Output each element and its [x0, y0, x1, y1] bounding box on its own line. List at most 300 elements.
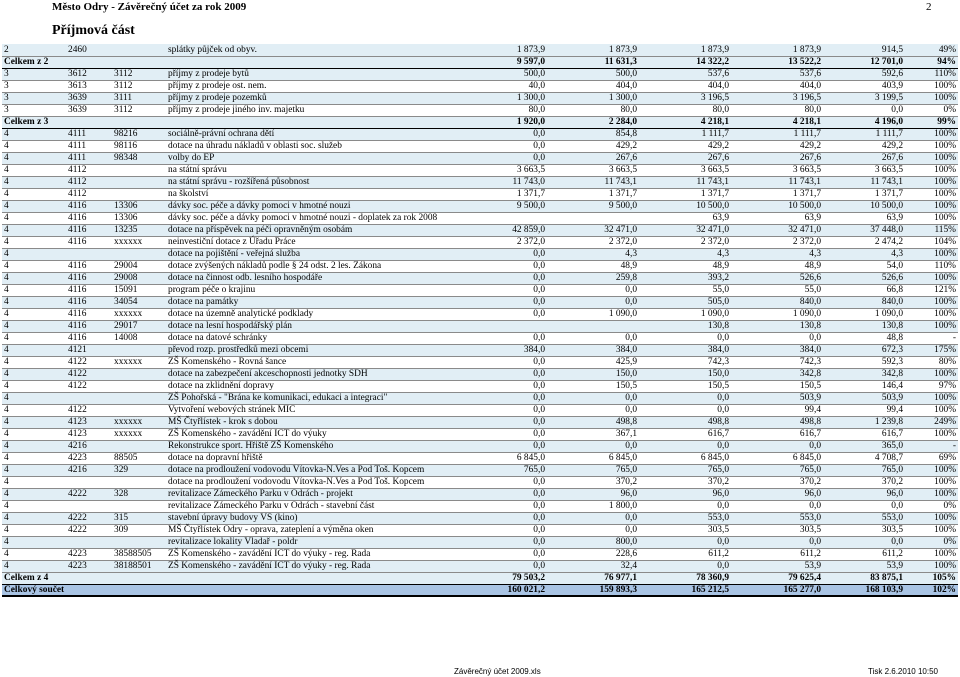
cell-col-paragraph: 4223	[66, 548, 112, 560]
cell-col-value-2: 2 372,0	[547, 236, 639, 248]
cell-col-value-2: 498,8	[547, 416, 639, 428]
cell-col-class: 4	[2, 272, 66, 284]
cell-col-uz: 3112	[112, 80, 166, 92]
cell-col-paragraph: 4123	[66, 428, 112, 440]
cell-col-value-2: 0,0	[547, 512, 639, 524]
cell-col-value-4: 840,0	[731, 296, 823, 308]
cell-col-class: 4	[2, 404, 66, 416]
cell-col-value-2: 159 893,3	[547, 584, 639, 596]
cell-col-class: 4	[2, 260, 66, 272]
grand-total-row	[2, 584, 958, 596]
table-row	[2, 248, 958, 260]
cell-col-value-2: 48,9	[547, 260, 639, 272]
subtotal-row	[2, 116, 958, 128]
subtotal-row	[2, 572, 958, 584]
cell-col-value-3: 14 322,2	[639, 56, 731, 68]
cell-col-value-3: 0,0	[639, 404, 731, 416]
cell-col-percent: 100%	[905, 404, 958, 416]
cell-col-value-4: 384,0	[731, 344, 823, 356]
cell-col-paragraph	[66, 500, 112, 512]
cell-col-value-5: 4,3	[823, 248, 905, 260]
cell-col-description: na státní správu	[166, 164, 466, 176]
cell-col-percent: 102%	[905, 584, 958, 596]
cell-col-value-2: 800,0	[547, 536, 639, 548]
cell-col-percent: 100%	[905, 488, 958, 500]
cell-col-paragraph: 4116	[66, 236, 112, 248]
cell-col-class: 4	[2, 236, 66, 248]
cell-col-value-2: 267,6	[547, 152, 639, 164]
cell-col-value-1: 0,0	[466, 404, 547, 416]
cell-col-percent: 100%	[905, 308, 958, 320]
cell-col-value-4: 0,0	[731, 500, 823, 512]
cell-col-uz: 13306	[112, 200, 166, 212]
cell-col-description: na státní správu - rozšířená působnost	[166, 176, 466, 188]
cell-col-value-4: 165 277,0	[731, 584, 823, 596]
table-row	[2, 416, 958, 428]
cell-col-class: 4	[2, 224, 66, 236]
cell-col-paragraph: 4111	[66, 152, 112, 164]
document-header-title: Město Odry - Závěrečný účet za rok 2009	[52, 1, 247, 13]
cell-col-paragraph: 4122	[66, 368, 112, 380]
cell-col-paragraph: 4116	[66, 212, 112, 224]
cell-col-description: ZŠ Komenského - zavádění ICT do výuky	[166, 428, 466, 440]
table-row	[2, 176, 958, 188]
cell-col-uz: 309	[112, 524, 166, 536]
cell-col-paragraph: 3639	[66, 92, 112, 104]
cell-col-value-1: 0,0	[466, 308, 547, 320]
cell-col-uz: 98216	[112, 128, 166, 140]
cell-col-percent: 100%	[905, 392, 958, 404]
cell-col-value-1: 1 371,7	[466, 188, 547, 200]
cell-col-value-5: 12 701,0	[823, 56, 905, 68]
table-row	[2, 296, 958, 308]
cell-col-class: 4	[2, 548, 66, 560]
cell-col-class: 4	[2, 248, 66, 260]
cell-col-value-3: 1 090,0	[639, 308, 731, 320]
cell-col-class: 4	[2, 452, 66, 464]
cell-col-description: Rekonstrukce sport. Hřiště ZŠ Komenského	[166, 440, 466, 452]
cell-col-paragraph: 4116	[66, 224, 112, 236]
table-row	[2, 464, 958, 476]
cell-col-value-2: 11 631,3	[547, 56, 639, 68]
table-row	[2, 428, 958, 440]
cell-col-value-1: 0,0	[466, 440, 547, 452]
cell-col-value-5: 4 708,7	[823, 452, 905, 464]
cell-col-percent: 100%	[905, 164, 958, 176]
cell-col-paragraph: 4116	[66, 308, 112, 320]
cell-col-description: neinvestiční dotace z Úřadu Práce	[166, 236, 466, 248]
cell-col-description: revitalizace Zámeckého Parku v Odrách - projekt	[166, 488, 466, 500]
cell-col-value-3: 3 196,5	[639, 92, 731, 104]
cell-col-paragraph	[66, 248, 112, 260]
cell-col-class: 4	[2, 524, 66, 536]
table-row	[2, 500, 958, 512]
cell-col-value-4: 526,6	[731, 272, 823, 284]
cell-col-class: Celkem z 4	[2, 572, 66, 584]
cell-col-value-2: 80,0	[547, 104, 639, 116]
cell-col-value-4: 150,5	[731, 380, 823, 392]
cell-col-value-3: 765,0	[639, 464, 731, 476]
cell-col-value-2: 0,0	[547, 296, 639, 308]
cell-col-paragraph	[66, 572, 112, 584]
cell-col-value-5: 10 500,0	[823, 200, 905, 212]
table-row	[2, 344, 958, 356]
cell-col-value-3: 150,5	[639, 380, 731, 392]
table-row	[2, 452, 958, 464]
cell-col-value-3: 0,0	[639, 500, 731, 512]
cell-col-value-5: 54,0	[823, 260, 905, 272]
cell-col-value-2: 76 977,1	[547, 572, 639, 584]
cell-col-description: MŠ Čtyřlístek - krok s dobou	[166, 416, 466, 428]
cell-col-value-4: 503,9	[731, 392, 823, 404]
cell-col-percent: 97%	[905, 380, 958, 392]
cell-col-class: 4	[2, 152, 66, 164]
cell-col-description: dotace na zabezpečení akceschopnosti jednotky SDH	[166, 368, 466, 380]
cell-col-description: dotace na územně analytické podklady	[166, 308, 466, 320]
cell-col-value-4: 370,2	[731, 476, 823, 488]
cell-col-paragraph	[66, 56, 112, 68]
cell-col-percent: 100%	[905, 200, 958, 212]
table-row	[2, 368, 958, 380]
cell-col-description	[166, 584, 466, 596]
cell-col-value-1: 3 663,5	[466, 164, 547, 176]
cell-col-uz: 13235	[112, 224, 166, 236]
cell-col-value-5: 303,5	[823, 524, 905, 536]
cell-col-value-1: 0,0	[466, 152, 547, 164]
table-row	[2, 212, 958, 224]
cell-col-value-3: 48,9	[639, 260, 731, 272]
cell-col-uz: 15091	[112, 284, 166, 296]
cell-col-description	[166, 56, 466, 68]
cell-col-class: 4	[2, 512, 66, 524]
cell-col-percent: 0%	[905, 500, 958, 512]
cell-col-value-1: 0,0	[466, 140, 547, 152]
cell-col-value-1: 9 597,0	[466, 56, 547, 68]
cell-col-value-2: 367,1	[547, 428, 639, 440]
cell-col-value-1: 0,0	[466, 512, 547, 524]
cell-col-value-4: 0,0	[731, 440, 823, 452]
cell-col-paragraph: 4116	[66, 200, 112, 212]
cell-col-paragraph: 4112	[66, 188, 112, 200]
cell-col-paragraph: 4116	[66, 284, 112, 296]
cell-col-class: 4	[2, 440, 66, 452]
cell-col-value-1: 0,0	[466, 476, 547, 488]
cell-col-class: 4	[2, 284, 66, 296]
cell-col-uz	[112, 368, 166, 380]
cell-col-uz	[112, 380, 166, 392]
table-row	[2, 128, 958, 140]
cell-col-uz: 29008	[112, 272, 166, 284]
table-row	[2, 236, 958, 248]
cell-col-uz: xxxxxx	[112, 236, 166, 248]
cell-col-class: 4	[2, 536, 66, 548]
cell-col-value-1: 160 021,2	[466, 584, 547, 596]
cell-col-value-4: 4 218,1	[731, 116, 823, 128]
cell-col-percent: 100%	[905, 320, 958, 332]
cell-col-value-2: 384,0	[547, 344, 639, 356]
cell-col-paragraph: 4122	[66, 404, 112, 416]
cell-col-value-4: 96,0	[731, 488, 823, 500]
cell-col-value-1: 384,0	[466, 344, 547, 356]
table-row	[2, 332, 958, 344]
cell-col-percent: 100%	[905, 176, 958, 188]
cell-col-class: 4	[2, 332, 66, 344]
cell-col-value-3: 404,0	[639, 80, 731, 92]
cell-col-value-5: 1 090,0	[823, 308, 905, 320]
cell-col-value-5: 403,9	[823, 80, 905, 92]
table-row	[2, 404, 958, 416]
cell-col-uz: xxxxxx	[112, 416, 166, 428]
table-row	[2, 524, 958, 536]
cell-col-value-4: 80,0	[731, 104, 823, 116]
cell-col-percent: 0%	[905, 104, 958, 116]
cell-col-value-5: 370,2	[823, 476, 905, 488]
cell-col-paragraph: 3613	[66, 80, 112, 92]
cell-col-description: dávky soc. péče a dávky pomoci v hmotné nouzi - doplatek za rok 2008	[166, 212, 466, 224]
cell-col-value-2: 0,0	[547, 440, 639, 452]
cell-col-value-5: 553,0	[823, 512, 905, 524]
cell-col-description	[166, 116, 466, 128]
cell-col-description: stavební úpravy budovy VS (kino)	[166, 512, 466, 524]
cell-col-uz: 328	[112, 488, 166, 500]
cell-col-value-2: 1 300,0	[547, 92, 639, 104]
table-row	[2, 260, 958, 272]
cell-col-description: ZŠ Komenského - Rovná šance	[166, 356, 466, 368]
cell-col-paragraph	[66, 116, 112, 128]
cell-col-value-4: 55,0	[731, 284, 823, 296]
cell-col-value-1: 0,0	[466, 536, 547, 548]
cell-col-value-1: 0,0	[466, 548, 547, 560]
cell-col-paragraph: 4116	[66, 332, 112, 344]
cell-col-value-3: 55,0	[639, 284, 731, 296]
cell-col-value-2: 370,2	[547, 476, 639, 488]
cell-col-percent: 100%	[905, 464, 958, 476]
cell-col-value-3: 165 212,5	[639, 584, 731, 596]
cell-col-class: 4	[2, 560, 66, 572]
cell-col-uz: 98348	[112, 152, 166, 164]
cell-col-uz	[112, 116, 166, 128]
cell-col-paragraph: 4116	[66, 320, 112, 332]
cell-col-percent: 100%	[905, 512, 958, 524]
cell-col-value-4: 11 743,1	[731, 176, 823, 188]
cell-col-value-2: 3 663,5	[547, 164, 639, 176]
cell-col-value-3: 78 360,9	[639, 572, 731, 584]
cell-col-description: volby do EP	[166, 152, 466, 164]
cell-col-value-2: 429,2	[547, 140, 639, 152]
cell-col-description: Vytvoření webových stránek MIC	[166, 404, 466, 416]
cell-col-value-2	[547, 320, 639, 332]
cell-col-description: převod rozp. prostředků mezi obcemi	[166, 344, 466, 356]
cell-col-value-5: 96,0	[823, 488, 905, 500]
cell-col-value-4: 130,8	[731, 320, 823, 332]
cell-col-value-4: 0,0	[731, 536, 823, 548]
cell-col-class: 4	[2, 428, 66, 440]
cell-col-class: Celkem z 3	[2, 116, 66, 128]
cell-col-value-1: 0,0	[466, 128, 547, 140]
cell-col-description: dotace na zklidnění dopravy	[166, 380, 466, 392]
cell-col-value-1: 40,0	[466, 80, 547, 92]
cell-col-uz: 329	[112, 464, 166, 476]
cell-col-uz: xxxxxx	[112, 308, 166, 320]
cell-col-value-3: 150,0	[639, 368, 731, 380]
cell-col-paragraph: 4111	[66, 128, 112, 140]
cell-col-value-5: 365,0	[823, 440, 905, 452]
cell-col-uz: 88505	[112, 452, 166, 464]
section-title: Příjmová část	[52, 23, 135, 38]
cell-col-paragraph: 4116	[66, 296, 112, 308]
cell-col-value-1: 0,0	[466, 380, 547, 392]
cell-col-uz: 3112	[112, 68, 166, 80]
cell-col-value-1: 0,0	[466, 524, 547, 536]
cell-col-value-1: 9 500,0	[466, 200, 547, 212]
cell-col-value-2: 150,0	[547, 368, 639, 380]
cell-col-percent: 80%	[905, 356, 958, 368]
cell-col-value-5: 83 875,1	[823, 572, 905, 584]
table-row	[2, 356, 958, 368]
table-row	[2, 272, 958, 284]
cell-col-value-3: 63,9	[639, 212, 731, 224]
cell-col-value-4: 6 845,0	[731, 452, 823, 464]
cell-col-value-3: 0,0	[639, 392, 731, 404]
cell-col-percent: 100%	[905, 128, 958, 140]
cell-col-paragraph: 3639	[66, 104, 112, 116]
cell-col-value-4: 3 663,5	[731, 164, 823, 176]
cell-col-value-4: 2 372,0	[731, 236, 823, 248]
cell-col-value-2: 9 500,0	[547, 200, 639, 212]
cell-col-value-3: 4,3	[639, 248, 731, 260]
cell-col-paragraph: 4123	[66, 416, 112, 428]
cell-col-class: 4	[2, 476, 66, 488]
cell-col-value-1: 11 743,0	[466, 176, 547, 188]
cell-col-paragraph: 2460	[66, 44, 112, 56]
table-row	[2, 92, 958, 104]
cell-col-value-2	[547, 212, 639, 224]
cell-col-value-3: 0,0	[639, 440, 731, 452]
cell-col-value-3: 505,0	[639, 296, 731, 308]
cell-col-value-1: 0,0	[466, 248, 547, 260]
cell-col-class: 4	[2, 488, 66, 500]
cell-col-value-2: 32 471,0	[547, 224, 639, 236]
cell-col-value-5: 11 743,1	[823, 176, 905, 188]
cell-col-class: 4	[2, 344, 66, 356]
cell-col-class: 4	[2, 356, 66, 368]
table-row	[2, 140, 958, 152]
cell-col-description: příjmy z prodeje jiného inv. majetku	[166, 104, 466, 116]
cell-col-class: 4	[2, 296, 66, 308]
cell-col-value-5: 840,0	[823, 296, 905, 308]
cell-col-percent: 94%	[905, 56, 958, 68]
cell-col-description	[166, 572, 466, 584]
cell-col-value-3: 393,2	[639, 272, 731, 284]
cell-col-value-5: 429,2	[823, 140, 905, 152]
cell-col-percent: -	[905, 332, 958, 344]
cell-col-value-1: 42 859,0	[466, 224, 547, 236]
cell-col-value-1: 0,0	[466, 332, 547, 344]
cell-col-percent: 100%	[905, 560, 958, 572]
cell-col-description: příjmy z prodeje ost. nem.	[166, 80, 466, 92]
cell-col-percent: 99%	[905, 116, 958, 128]
cell-col-percent: 175%	[905, 344, 958, 356]
cell-col-value-1: 0,0	[466, 368, 547, 380]
cell-col-uz: 315	[112, 512, 166, 524]
cell-col-class: 2	[2, 44, 66, 56]
cell-col-value-5: 592,3	[823, 356, 905, 368]
cell-col-value-5: 48,8	[823, 332, 905, 344]
cell-col-value-5: 592,6	[823, 68, 905, 80]
cell-col-percent: 110%	[905, 260, 958, 272]
table-row	[2, 320, 958, 332]
cell-col-value-1: 0,0	[466, 392, 547, 404]
cell-col-value-3: 130,8	[639, 320, 731, 332]
table-row	[2, 392, 958, 404]
cell-col-value-1: 1 920,0	[466, 116, 547, 128]
cell-col-value-2: 0,0	[547, 392, 639, 404]
cell-col-value-3: 1 111,7	[639, 128, 731, 140]
cell-col-value-5: 37 448,0	[823, 224, 905, 236]
cell-col-description: na školství	[166, 188, 466, 200]
cell-col-description: revitalizace Zámeckého Parku v Odrách - stavební část	[166, 500, 466, 512]
cell-col-value-2: 765,0	[547, 464, 639, 476]
cell-col-value-2: 425,9	[547, 356, 639, 368]
cell-col-paragraph: 4222	[66, 524, 112, 536]
cell-col-percent: 110%	[905, 68, 958, 80]
cell-col-value-5: 616,7	[823, 428, 905, 440]
cell-col-value-3: 1 873,9	[639, 44, 731, 56]
cell-col-paragraph: 4112	[66, 176, 112, 188]
cell-col-percent: 100%	[905, 248, 958, 260]
cell-col-description: dotace na památky	[166, 296, 466, 308]
cell-col-class: 3	[2, 68, 66, 80]
cell-col-percent: -	[905, 440, 958, 452]
cell-col-value-3: 0,0	[639, 332, 731, 344]
table-row	[2, 80, 958, 92]
cell-col-class: 4	[2, 368, 66, 380]
table-row	[2, 536, 958, 548]
cell-col-value-2: 404,0	[547, 80, 639, 92]
cell-col-value-2: 6 845,0	[547, 452, 639, 464]
cell-col-percent: 100%	[905, 476, 958, 488]
cell-col-value-5: 672,3	[823, 344, 905, 356]
cell-col-value-3: 611,2	[639, 548, 731, 560]
cell-col-class: 4	[2, 500, 66, 512]
cell-col-value-2: 854,8	[547, 128, 639, 140]
cell-col-value-1	[466, 212, 547, 224]
cell-col-paragraph: 4122	[66, 380, 112, 392]
cell-col-value-5: 526,6	[823, 272, 905, 284]
cell-col-value-4: 48,9	[731, 260, 823, 272]
cell-col-uz	[112, 56, 166, 68]
cell-col-value-2: 4,3	[547, 248, 639, 260]
cell-col-value-3: 2 372,0	[639, 236, 731, 248]
cell-col-value-4: 10 500,0	[731, 200, 823, 212]
cell-col-uz	[112, 440, 166, 452]
cell-col-value-1: 2 372,0	[466, 236, 547, 248]
cell-col-uz	[112, 392, 166, 404]
cell-col-uz: xxxxxx	[112, 356, 166, 368]
cell-col-description: dotace na datové schránky	[166, 332, 466, 344]
cell-col-value-5: 99,4	[823, 404, 905, 416]
cell-col-value-3: 742,3	[639, 356, 731, 368]
cell-col-value-2: 32,4	[547, 560, 639, 572]
table-row	[2, 560, 958, 572]
cell-col-percent: 105%	[905, 572, 958, 584]
cell-col-value-3: 498,8	[639, 416, 731, 428]
cell-col-value-3: 96,0	[639, 488, 731, 500]
cell-col-value-1: 0,0	[466, 272, 547, 284]
cell-col-value-2: 1 873,9	[547, 44, 639, 56]
cell-col-value-2: 228,6	[547, 548, 639, 560]
cell-col-value-5: 63,9	[823, 212, 905, 224]
